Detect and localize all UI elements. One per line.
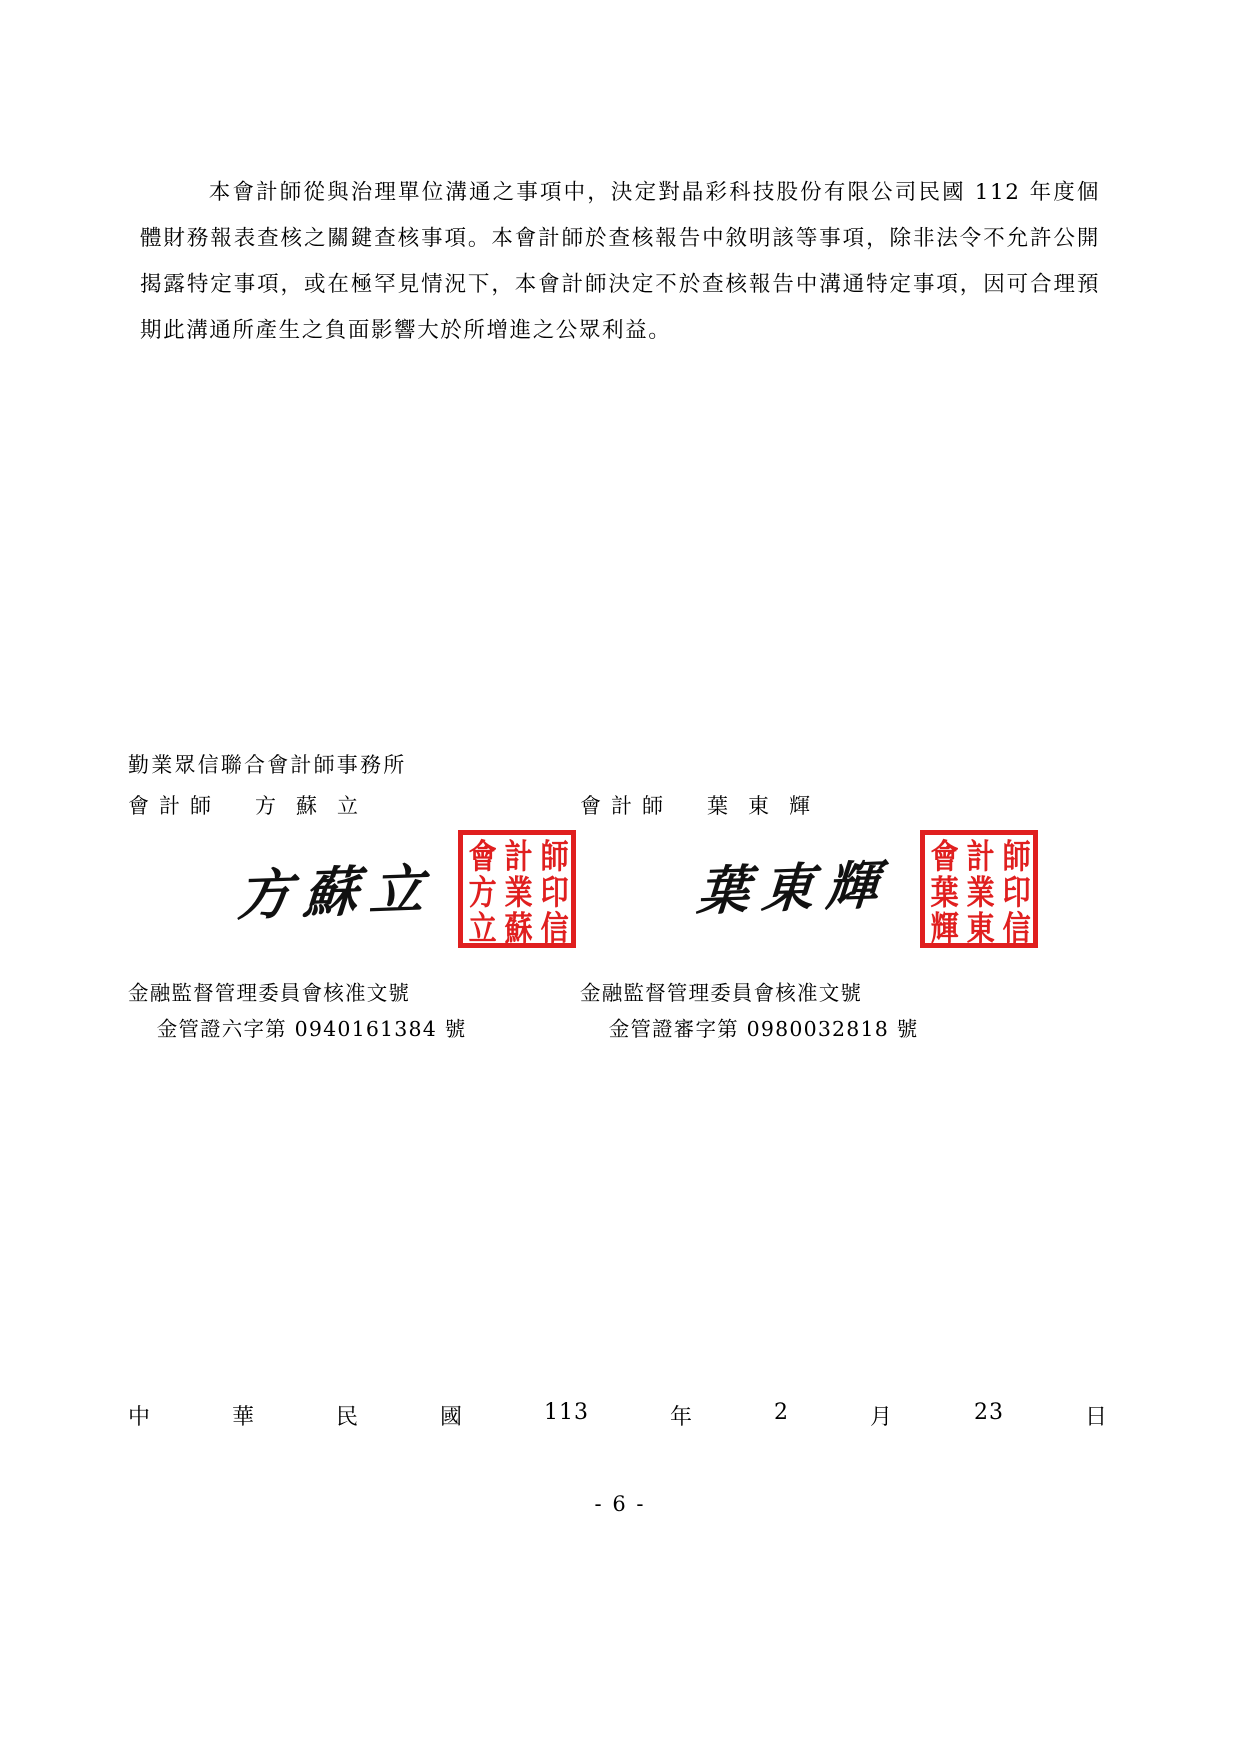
signer-right-name: 葉東輝 [707,794,830,818]
date-part: 年 [669,1405,693,1430]
seal-char: 葉 [926,873,960,905]
seal-char: 會 [926,837,960,869]
date-part: 民 [336,1405,360,1430]
signer-left [128,790,588,952]
signer-right-title-label: 會計師 [580,794,673,818]
seal-char: 會 [464,837,498,869]
seal-char: 業 [962,873,996,905]
date-part: 華 [232,1405,256,1430]
signer-right [580,790,1040,952]
approval-right-line2: 金管證審字第 0980032818 號 [608,1017,919,1041]
signer-right-seal-stamp [920,830,1038,948]
signature-block [128,748,1108,980]
signer-right-handwritten-signature: 葉東輝 [695,854,893,923]
approval-right-line1: 金融監督管理委員會核准文號 [580,981,863,1005]
document-date [128,1400,1108,1431]
signers-row [128,790,1108,980]
date-part: 113 [544,1400,589,1425]
signer-left-title [128,790,588,822]
date-part: 國 [440,1405,464,1430]
signer-left-name: 方蘇立 [255,794,378,818]
seal-char: 輝 [926,909,960,941]
seal-char: 計 [500,837,534,869]
page-number: - 6 - [594,1492,646,1516]
date-part: 2 [773,1400,789,1425]
seal-char: 信 [998,909,1032,941]
signer-right-signature-area [580,822,1040,952]
signer-left-seal-stamp [458,830,576,948]
date-part: 日 [1084,1405,1108,1430]
seal-char: 東 [962,909,996,941]
signer-right-title [580,790,1040,822]
seal-char: 方 [464,873,498,905]
seal-char: 信 [536,909,570,941]
seal-char: 師 [536,837,570,869]
seal-char: 師 [998,837,1032,869]
seal-char: 印 [536,873,570,905]
seal-char: 業 [500,873,534,905]
date-part: 月 [869,1405,893,1430]
approval-left-line2: 金管證六字第 0940161384 號 [156,1017,467,1041]
date-part: 23 [973,1400,1004,1425]
date-part: 中 [128,1405,152,1430]
approval-right [580,975,1040,1047]
signer-left-title-label: 會計師 [128,794,221,818]
seal-char: 計 [962,837,996,869]
approval-left [128,975,588,1047]
seal-char: 蘇 [500,909,534,941]
firm-name: 勤業眾信聯合會計師事務所 [128,753,407,777]
signer-left-signature-area [128,822,588,952]
signer-left-handwritten-signature: 方蘇立 [235,856,439,928]
seal-char: 印 [998,873,1032,905]
audit-paragraph: 本會計師從與治理單位溝通之事項中，決定對晶彩科技股份有限公司民國 112 年度個體財務報表查核之關鍵查核事項。本會計師於查核報告中敘明該等事項，除非法令不允許公開揭露特定事項，或在極罕見情況下，本會計師決定不於查核報告中溝通特定事項，因可合理預期此溝通所產生之負面影響大於所增進之公眾利益。 [140,179,1100,343]
seal-char: 立 [464,909,498,941]
approval-left-line1: 金融監督管理委員會核准文號 [128,981,411,1005]
